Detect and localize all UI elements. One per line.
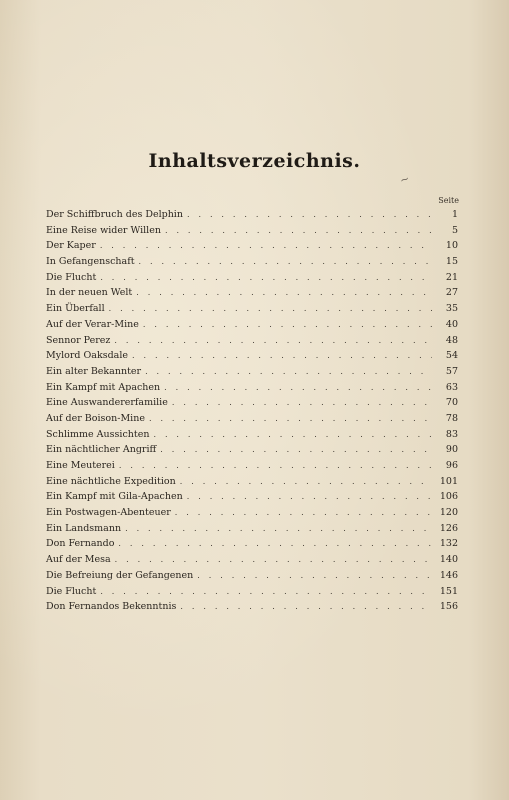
toc-page-number: 70 (445, 397, 458, 409)
dot-leader (125, 521, 432, 537)
dot-leader (145, 364, 432, 380)
toc-entry-title: Ein Postwagen-Abenteuer (46, 507, 171, 519)
toc-entry-title: Ein Überfall (46, 303, 105, 315)
toc-entry-title: Don Fernando (46, 538, 115, 550)
page-column-header: Seite (438, 196, 459, 205)
toc-entry-title: Eine nächtliche Expedition (46, 475, 176, 487)
toc-entry (46, 489, 458, 505)
toc-page-number: 106 (439, 491, 458, 503)
dot-leader (180, 474, 432, 490)
dot-leader (180, 599, 432, 615)
toc-entry (46, 380, 458, 396)
toc-entry (46, 584, 458, 600)
toc-entry (46, 505, 458, 521)
toc-entry (46, 301, 458, 317)
toc-entry-title: Die Flucht (46, 585, 97, 597)
toc-entry (46, 536, 458, 552)
pencil-mark: ~ (398, 171, 412, 188)
toc-entry (46, 521, 458, 537)
toc-page-number: 57 (445, 365, 458, 377)
dot-leader (187, 207, 432, 223)
toc-entry (46, 348, 458, 364)
toc-entry-title: Schlimme Aussichten (46, 428, 150, 440)
toc-entry (46, 238, 458, 254)
toc-entry-title: Eine Reise wider Willen (46, 224, 161, 236)
toc-entry (46, 270, 458, 286)
toc-entry-title: Auf der Verar-Mine (46, 318, 139, 330)
toc-page-number: 48 (445, 334, 458, 346)
toc-page-number: 120 (439, 507, 458, 519)
toc-page-number: 5 (451, 224, 458, 236)
dot-leader (132, 348, 432, 364)
toc-page-number: 126 (439, 522, 458, 534)
dot-leader (149, 411, 432, 427)
dot-leader (187, 489, 432, 505)
toc-entry (46, 427, 458, 443)
toc-entry-title: In Gefangenschaft (46, 256, 135, 268)
toc-entry (46, 364, 458, 380)
toc-entry-title: In der neuen Welt (46, 287, 133, 299)
toc-page-number: 1 (451, 209, 458, 220)
toc-page-number: 27 (445, 287, 458, 299)
toc-entry-title: Die Befreiung der Gefangenen (46, 569, 194, 581)
toc-entry-title: Ein Landsmann (46, 522, 122, 534)
toc-entry (46, 568, 458, 584)
toc-page-number: 132 (439, 538, 458, 550)
toc-entry (46, 442, 458, 458)
toc-entry (46, 285, 458, 301)
toc-entry (46, 223, 458, 239)
toc-page-number: 146 (439, 569, 458, 581)
dot-leader (100, 584, 432, 600)
dot-leader (118, 536, 432, 552)
toc-entry-title: Die Flucht (46, 271, 97, 283)
dot-leader (139, 254, 432, 270)
toc-entry-title: Eine Auswandererfamilie (46, 397, 168, 409)
toc-entry (46, 207, 458, 223)
toc-entry-title: Don Fernandos Bekenntnis (46, 601, 177, 613)
toc-page-number: 15 (445, 256, 458, 268)
toc-entry (46, 599, 458, 615)
dot-leader (160, 442, 432, 458)
toc-entry-title: Ein Kampf mit Apachen (46, 381, 161, 393)
dot-leader (136, 285, 432, 301)
toc-entry-title: Mylord Oaksdale (46, 350, 128, 362)
toc-page-number: 78 (445, 412, 458, 424)
toc-entry-title: Ein Kampf mit Gila-Apachen (46, 491, 183, 503)
toc-entry (46, 458, 458, 474)
toc-page-number: 140 (439, 554, 458, 566)
dot-leader (172, 395, 432, 411)
dot-leader (109, 301, 432, 317)
dot-leader (197, 568, 432, 584)
toc-page-number: 83 (445, 428, 458, 440)
toc-page-number: 10 (445, 240, 458, 252)
page-title: Inhaltsverzeichnis. (148, 150, 361, 172)
dot-leader (100, 238, 432, 254)
toc-page-number: 40 (445, 318, 458, 330)
toc-entry (46, 474, 458, 490)
dot-leader (164, 380, 432, 396)
toc-page-number: 54 (445, 350, 458, 362)
toc-entry-title: Der Schiffbruch des Delphin (46, 209, 183, 220)
toc-entry-title: Auf der Boison-Mine (46, 412, 145, 424)
toc-page-number: 21 (445, 271, 458, 283)
toc-page-number: 63 (445, 381, 458, 393)
toc-page-number: 35 (445, 303, 458, 315)
table-of-contents (46, 207, 458, 615)
toc-page-number: 151 (439, 585, 458, 597)
dot-leader (175, 505, 432, 521)
toc-page-number: 101 (439, 475, 458, 487)
toc-entry-title: Sennor Perez (46, 334, 111, 346)
toc-entry (46, 254, 458, 270)
toc-entry-title: Ein nächtlicher Angriff (46, 444, 157, 456)
toc-entry-title: Auf der Mesa (46, 554, 111, 566)
toc-page-number: 96 (445, 460, 458, 471)
toc-entry-title: Eine Meuterei (46, 460, 115, 471)
dot-leader (153, 427, 432, 443)
dot-leader (165, 223, 432, 239)
toc-entry (46, 317, 458, 333)
dot-leader (114, 333, 432, 349)
toc-entry (46, 333, 458, 349)
toc-entry-title: Der Kaper (46, 240, 96, 252)
toc-page-number: 90 (445, 444, 458, 456)
toc-entry (46, 552, 458, 568)
dot-leader (143, 317, 432, 333)
dot-leader (119, 458, 432, 474)
toc-entry-title: Ein alter Bekannter (46, 365, 142, 377)
dot-leader (115, 552, 432, 568)
toc-page-number: 156 (439, 601, 458, 613)
toc-entry (46, 395, 458, 411)
toc-entry (46, 411, 458, 427)
dot-leader (100, 270, 432, 286)
